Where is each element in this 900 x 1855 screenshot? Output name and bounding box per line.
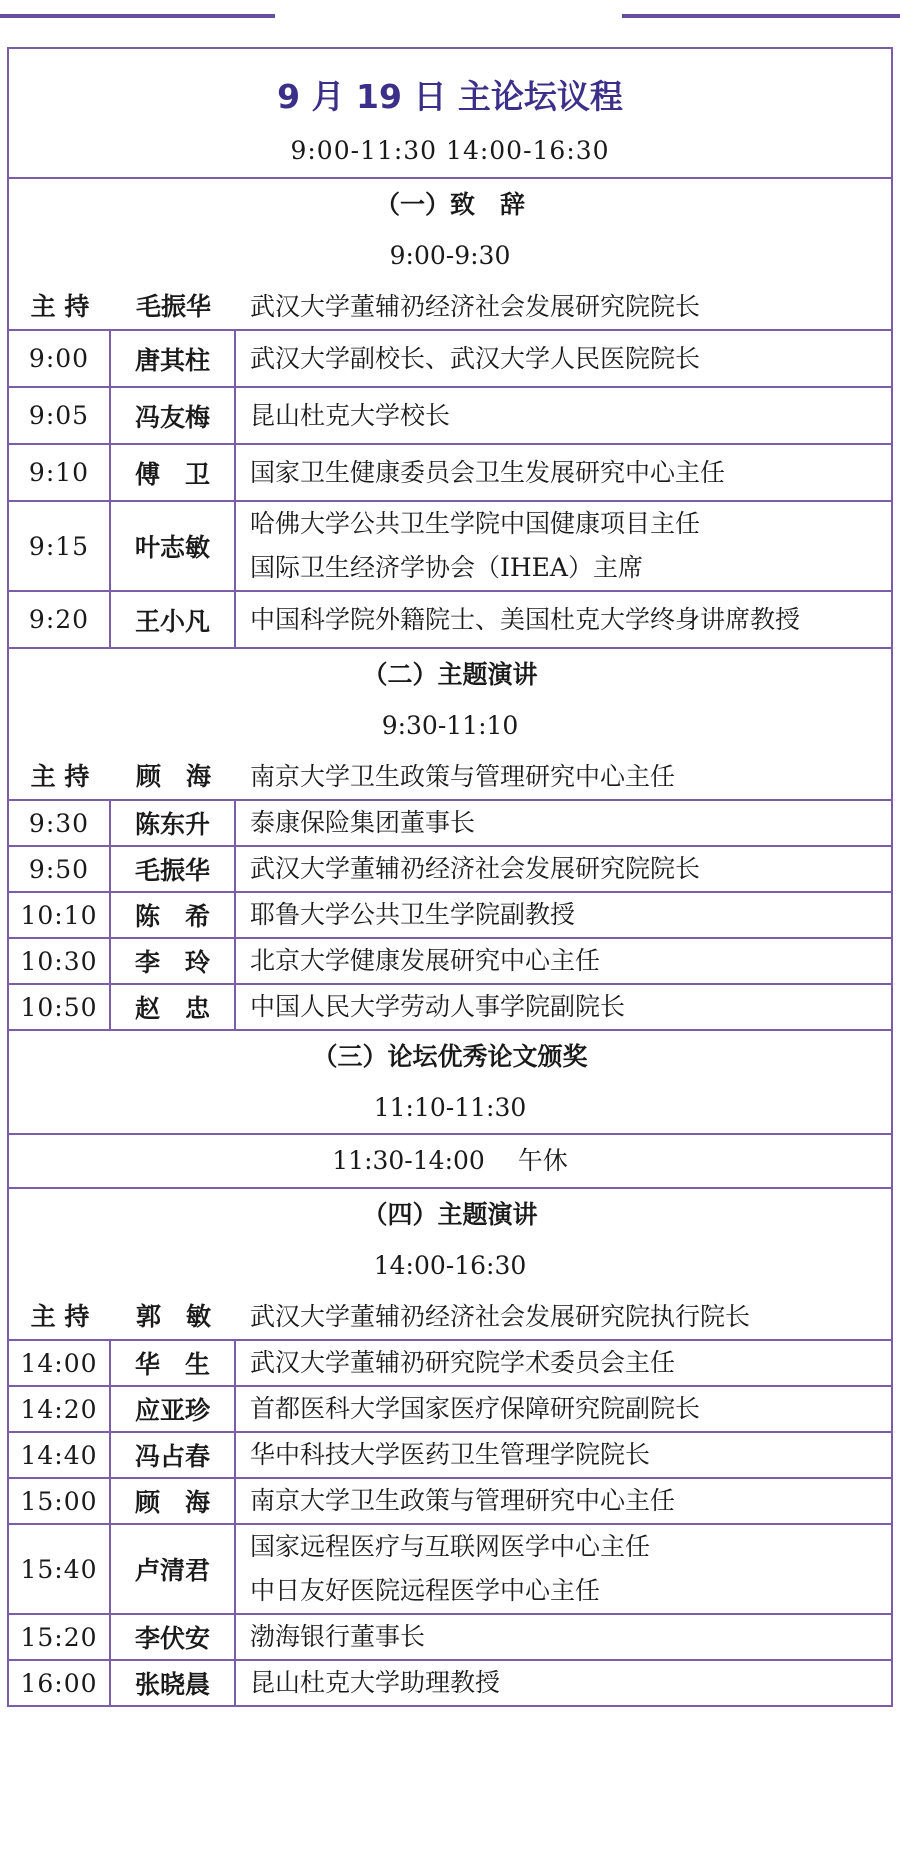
speaker-name: 毛振华: [110, 846, 235, 892]
agenda-row: [8, 984, 892, 1030]
role-line: 首都医科大学国家医疗保障研究院副院长: [250, 1394, 701, 1423]
speaker-name: 冯友梅: [110, 387, 235, 444]
speaker-role: [235, 1660, 892, 1706]
role-line: 昆山杜克大学校长: [250, 400, 451, 430]
role-line: 国际卫生经济学协会（IHEA）主席: [250, 553, 643, 582]
agenda-row: [8, 1478, 892, 1524]
role-line: 华中科技大学医药卫生管理学院院长: [250, 1440, 651, 1469]
speaker-name: 冯占春: [110, 1432, 235, 1478]
agenda-row: [8, 501, 892, 591]
speaker-name: 应亚珍: [110, 1386, 235, 1432]
section2-time: 9:30-11:10: [381, 711, 519, 740]
agenda-row: [8, 1340, 892, 1386]
role-line: 中国人民大学劳动人事学院副院长: [250, 992, 626, 1021]
role-line: 国家远程医疗与互联网医学中心主任: [250, 1532, 651, 1561]
speaker-name: 李伏安: [110, 1614, 235, 1660]
agenda-row: [8, 387, 892, 444]
section1-time: 9:00-9:30: [389, 241, 511, 270]
agenda-time: 16:00: [8, 1660, 110, 1706]
speaker-name: 顾 海: [110, 1478, 235, 1524]
host-name: 郭 敏: [135, 1302, 211, 1331]
host-role: 武汉大学董辅礽经济社会发展研究院院长: [250, 292, 701, 321]
speaker-role: [235, 1478, 892, 1524]
role-line: 泰康保险集团董事长: [250, 808, 476, 837]
speaker-role: [235, 938, 892, 984]
role-line: 南京大学卫生政策与管理研究中心主任: [250, 1486, 676, 1515]
host-name: 顾 海: [135, 762, 211, 791]
section4-host-line: [9, 1291, 891, 1339]
speaker-role: [235, 1524, 892, 1614]
agenda-time: 9:10: [8, 444, 110, 501]
top-left-rule: [0, 14, 275, 18]
host-label: 主 持: [30, 292, 90, 321]
agenda-row: [8, 591, 892, 648]
host-name: 毛振华: [135, 292, 211, 321]
section1-header-row: [8, 178, 892, 330]
role-line: 哈佛大学公共卫生学院中国健康项目主任: [250, 509, 701, 538]
role-line: 中日友好医院远程医学中心主任: [250, 1576, 601, 1605]
speaker-role: [235, 1386, 892, 1432]
agenda-row: [8, 1432, 892, 1478]
host-role: 南京大学卫生政策与管理研究中心主任: [250, 762, 676, 791]
speaker-role: [235, 1614, 892, 1660]
speaker-name: 叶志敏: [110, 501, 235, 591]
section2-title: （二）主题演讲: [362, 660, 538, 689]
agenda-time: 14:00: [8, 1340, 110, 1386]
role-line: 北京大学健康发展研究中心主任: [250, 946, 601, 975]
host-label: 主 持: [30, 1302, 90, 1331]
speaker-role: [235, 800, 892, 846]
speaker-role: [235, 591, 892, 648]
speaker-name: 唐其柱: [110, 330, 235, 387]
agenda-time: 14:40: [8, 1432, 110, 1478]
lunch-row: [8, 1134, 892, 1188]
speaker-name: 李 玲: [110, 938, 235, 984]
role-line: 武汉大学董辅礽经济社会发展研究院院长: [250, 854, 701, 883]
section4-header-row: [8, 1188, 892, 1340]
role-line: 武汉大学副校长、武汉大学人民医院院长: [250, 343, 701, 373]
speaker-role: [235, 892, 892, 938]
role-line: 中国科学院外籍院士、美国杜克大学终身讲席教授: [250, 604, 801, 634]
speaker-name: 陈 希: [110, 892, 235, 938]
section2-header-row: [8, 648, 892, 800]
agenda-row: [8, 846, 892, 892]
agenda-table: [7, 47, 893, 1707]
role-line: 武汉大学董辅礽研究院学术委员会主任: [250, 1348, 676, 1377]
agenda-time: 9:50: [8, 846, 110, 892]
speaker-name: 王小凡: [110, 591, 235, 648]
agenda-time: 10:10: [8, 892, 110, 938]
agenda-row: [8, 1660, 892, 1706]
agenda-time: 9:15: [8, 501, 110, 591]
speaker-name: 张晓晨: [110, 1660, 235, 1706]
speaker-role: [235, 1340, 892, 1386]
speaker-role: [235, 1432, 892, 1478]
speaker-role: [235, 501, 892, 591]
title-row: [8, 48, 892, 178]
agenda-time: 10:30: [8, 938, 110, 984]
section3-title: （三）论坛优秀论文颁奖: [312, 1042, 588, 1071]
speaker-name: 卢清君: [110, 1524, 235, 1614]
speaker-role: [235, 387, 892, 444]
speaker-role: [235, 984, 892, 1030]
agenda-time: 10:50: [8, 984, 110, 1030]
agenda-row: [8, 892, 892, 938]
agenda-time: 14:20: [8, 1386, 110, 1432]
speaker-name: 陈东升: [110, 800, 235, 846]
section1-title: （一）致 辞: [375, 190, 526, 219]
top-right-rule: [622, 14, 900, 18]
speaker-name: 华 生: [110, 1340, 235, 1386]
agenda-time: 9:05: [8, 387, 110, 444]
agenda-row: [8, 1386, 892, 1432]
section3-time: 11:10-11:30: [373, 1093, 527, 1122]
agenda-time: 9:20: [8, 591, 110, 648]
agenda-time: 15:00: [8, 1478, 110, 1524]
speaker-name: 赵 忠: [110, 984, 235, 1030]
agenda-time: 15:20: [8, 1614, 110, 1660]
agenda-row: [8, 444, 892, 501]
host-label: 主 持: [30, 762, 90, 791]
agenda-row: [8, 330, 892, 387]
section4-time: 14:00-16:30: [373, 1251, 527, 1280]
section3-title-row: [8, 1030, 892, 1134]
agenda-row: [8, 1524, 892, 1614]
section4-title: （四）主题演讲: [362, 1200, 538, 1229]
speaker-role: [235, 846, 892, 892]
agenda-time: 9:00: [8, 330, 110, 387]
agenda-time: 15:40: [8, 1524, 110, 1614]
agenda-row: [8, 1614, 892, 1660]
agenda-row: [8, 938, 892, 984]
speaker-name: 傅 卫: [110, 444, 235, 501]
role-line: 国家卫生健康委员会卫生发展研究中心主任: [250, 457, 726, 487]
section1-host-line: [9, 281, 891, 329]
agenda-row: [8, 800, 892, 846]
page-title: 9 月 19 日 主论坛议程: [277, 77, 623, 116]
role-line: 昆山杜克大学助理教授: [250, 1668, 501, 1697]
role-line: 渤海银行董事长: [250, 1622, 426, 1651]
lunch-break: 11:30-14:00 午休: [8, 1134, 892, 1188]
role-line: 耶鲁大学公共卫生学院副教授: [250, 900, 576, 929]
speaker-role: [235, 444, 892, 501]
speaker-role: [235, 330, 892, 387]
section2-host-line: [9, 751, 891, 799]
agenda-time: 9:30: [8, 800, 110, 846]
host-role: 武汉大学董辅礽经济社会发展研究院执行院长: [250, 1302, 751, 1331]
page-times: 9:00-11:30 14:00-16:30: [290, 136, 610, 165]
